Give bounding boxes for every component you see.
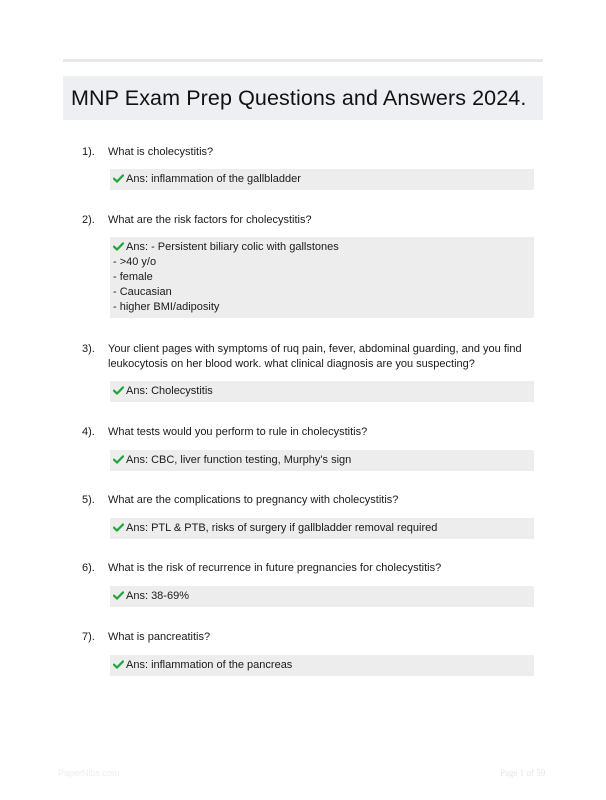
title-banner: [63, 76, 543, 120]
answer-box: [110, 450, 534, 471]
answer-line: [113, 658, 534, 673]
question-text: [108, 342, 533, 372]
answer-line: [113, 521, 534, 536]
check-icon: [113, 660, 124, 669]
check-icon: [113, 386, 124, 395]
answer-line: [113, 172, 534, 187]
check-icon: [113, 523, 124, 532]
question-number: 3).: [82, 343, 95, 355]
answer-line: - Caucasian: [113, 286, 172, 298]
answer-text: Ans: inflammation of the pancreas: [126, 659, 293, 671]
question-number: 1).: [82, 146, 95, 158]
answer-box: [110, 381, 534, 402]
question-text: What is the risk of recurrence in future pregnancies for cholecystitis?: [108, 562, 442, 574]
answer-line: - female: [113, 271, 153, 283]
answer-line: [113, 589, 534, 604]
question-number: 2).: [82, 214, 95, 226]
question-number: 7).: [82, 631, 95, 643]
question-text: What is cholecystitis?: [108, 146, 214, 158]
answer-box: [110, 237, 534, 318]
answer-box: [110, 518, 534, 539]
answer-text: Ans: PTL & PTB, risks of surgery if gallbladder removal required: [126, 522, 438, 534]
question-number: 4).: [82, 426, 95, 438]
check-icon: [113, 591, 124, 600]
page-number: Page 1 of 59: [500, 768, 546, 778]
answer-line: [113, 384, 534, 399]
question-number: 6).: [82, 562, 95, 574]
question-number: 5).: [82, 494, 95, 506]
question-text: What are the complications to pregnancy with cholecystitis?: [108, 494, 399, 506]
question-text: What tests would you perform to rule in cholecystitis?: [108, 426, 368, 438]
question-line: Your client pages with symptoms of ruq pain, fever, abdominal guarding, and you find: [108, 343, 522, 355]
answer-box: [110, 655, 534, 676]
answer-text: Ans: inflammation of the gallbladder: [126, 173, 301, 185]
answer-line: - >40 y/o: [113, 256, 157, 268]
answer-line: - higher BMI/adiposity: [113, 301, 220, 313]
top-divider: [63, 59, 543, 62]
answer-text: Ans: CBC, liver function testing, Murphy's sign: [126, 454, 352, 466]
answer-line: [113, 240, 534, 255]
answer-box: [110, 586, 534, 607]
answer-box: [110, 169, 534, 190]
question-line: leukocytosis on her blood work. what clinical diagnosis are you suspecting?: [108, 358, 475, 370]
answer-text: Ans: 38-69%: [126, 590, 189, 602]
check-icon: [113, 242, 124, 251]
answer-text: Ans: Cholecystitis: [126, 385, 213, 397]
question-text: What is pancreatitis?: [108, 631, 211, 643]
check-icon: [113, 174, 124, 183]
check-icon: [113, 455, 124, 464]
answer-line: [113, 453, 534, 468]
answer-text: Ans: - Persistent biliary colic with gallstones: [126, 241, 339, 253]
page-title: MNP Exam Prep Questions and Answers 2024.: [71, 85, 527, 110]
question-text: What are the risk factors for cholecystitis?: [108, 214, 312, 226]
footer-watermark: PaperNibs.com: [58, 768, 120, 778]
